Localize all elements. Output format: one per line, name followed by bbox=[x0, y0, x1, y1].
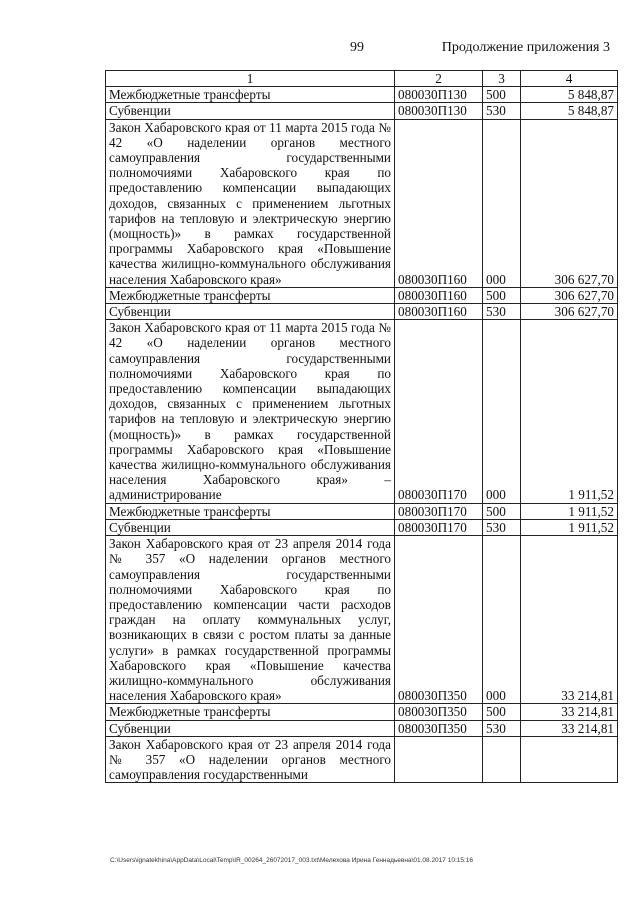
row-target-code: 080030П130 bbox=[395, 103, 483, 119]
row-description: Субвенции bbox=[106, 304, 395, 320]
table-row bbox=[106, 536, 618, 704]
table-row bbox=[106, 87, 618, 103]
row-target-code: 080030П160 bbox=[395, 119, 483, 287]
row-description: Межбюджетные трансферты bbox=[106, 287, 395, 303]
row-expense-type: 500 bbox=[483, 704, 521, 720]
table-row bbox=[106, 320, 618, 503]
table-row bbox=[106, 304, 618, 320]
row-amount: 33 214,81 bbox=[521, 704, 618, 720]
row-expense-type: 530 bbox=[483, 304, 521, 320]
row-description: Закон Хабаровского края от 23 апреля 2014 года № 357 «О наделении органов местного самоуправления государственными полномочиями Хабаровского края по предоставлению компенсации части расходов граждан на оплату коммунальных услуг, возникающих в связи с ростом платы за данные услуги» в рамках государственной программы Хабаровского края «Повышение качества жилищно-коммунального обслуживания населения Хабаровского края» bbox=[106, 536, 395, 704]
column-header: 1 bbox=[106, 71, 395, 87]
row-target-code: 080030П160 bbox=[395, 304, 483, 320]
column-header: 3 bbox=[483, 71, 521, 87]
row-description: Субвенции bbox=[106, 519, 395, 535]
table-row bbox=[106, 720, 618, 736]
row-target-code: 080030П350 bbox=[395, 536, 483, 704]
table-row bbox=[106, 287, 618, 303]
row-amount: 306 627,70 bbox=[521, 304, 618, 320]
row-expense-type: 000 bbox=[483, 536, 521, 704]
row-description: Закон Хабаровского края от 23 апреля 2014 года № 357 «О наделении органов местного самоуправления государственными bbox=[106, 736, 395, 783]
row-description: Межбюджетные трансферты bbox=[106, 87, 395, 103]
table-row bbox=[106, 103, 618, 119]
table-row bbox=[106, 704, 618, 720]
row-expense-type: 500 bbox=[483, 503, 521, 519]
row-target-code: 080030П170 bbox=[395, 503, 483, 519]
column-header: 4 bbox=[521, 71, 618, 87]
file-path-footer: C:\Users\ignatekhina\AppData\Local\Temp\IR_00264_26072017_003.txt\Мелехова Ирина Геннадьевна\01.08.2017 10:15:16 bbox=[110, 857, 474, 864]
row-amount: 306 627,70 bbox=[521, 119, 618, 287]
row-description: Субвенции bbox=[106, 103, 395, 119]
row-expense-type: 000 bbox=[483, 320, 521, 503]
row-amount: 5 848,87 bbox=[521, 103, 618, 119]
row-target-code: 080030П160 bbox=[395, 287, 483, 303]
row-amount bbox=[521, 736, 618, 783]
column-header: 2 bbox=[395, 71, 483, 87]
row-target-code: 080030П350 bbox=[395, 704, 483, 720]
row-expense-type: 530 bbox=[483, 519, 521, 535]
row-target-code bbox=[395, 736, 483, 783]
row-description: Закон Хабаровского края от 11 марта 2015 года № 42 «О наделении органов местного самоуправления государственными полномочиями Хабаровского края по предоставлению компенсации выпадающих доходов, связанных с применением льготных тарифов на тепловую и электрическую энергию (мощность)» в рамках государственной программы Хабаровского края «Повышение качества жилищно-коммунального обслуживания населения Хабаровского края» bbox=[106, 119, 395, 287]
row-amount: 33 214,81 bbox=[521, 720, 618, 736]
row-expense-type: 530 bbox=[483, 720, 521, 736]
row-amount: 1 911,52 bbox=[521, 320, 618, 503]
appendix-title: Продолжение приложения 3 bbox=[441, 40, 610, 55]
row-expense-type bbox=[483, 736, 521, 783]
row-amount: 5 848,87 bbox=[521, 87, 618, 103]
row-description: Межбюджетные трансферты bbox=[106, 704, 395, 720]
table-row bbox=[106, 119, 618, 287]
row-description: Субвенции bbox=[106, 720, 395, 736]
row-amount: 1 911,52 bbox=[521, 519, 618, 535]
row-expense-type: 500 bbox=[483, 287, 521, 303]
row-description: Межбюджетные трансферты bbox=[106, 503, 395, 519]
row-amount: 33 214,81 bbox=[521, 536, 618, 704]
row-target-code: 080030П350 bbox=[395, 720, 483, 736]
table-header-row bbox=[106, 71, 618, 87]
row-expense-type: 000 bbox=[483, 119, 521, 287]
row-target-code: 080030П170 bbox=[395, 320, 483, 503]
row-target-code: 080030П170 bbox=[395, 519, 483, 535]
row-expense-type: 500 bbox=[483, 87, 521, 103]
table-row bbox=[106, 519, 618, 535]
row-target-code: 080030П130 bbox=[395, 87, 483, 103]
budget-table bbox=[105, 70, 618, 783]
row-amount: 306 627,70 bbox=[521, 287, 618, 303]
table-row bbox=[106, 736, 618, 783]
row-description: Закон Хабаровского края от 11 марта 2015 года № 42 «О наделении органов местного самоуправления государственными полномочиями Хабаровского края по предоставлению компенсации выпадающих доходов, связанных с применением льготных тарифов на тепловую и электрическую энергию (мощность)» в рамках государственной программы Хабаровского края «Повышение качества жилищно-коммунального обслуживания населения Хабаровского края» – администрирование bbox=[106, 320, 395, 503]
row-expense-type: 530 bbox=[483, 103, 521, 119]
table-row bbox=[106, 503, 618, 519]
page-number: 99 bbox=[350, 40, 364, 55]
row-amount: 1 911,52 bbox=[521, 503, 618, 519]
